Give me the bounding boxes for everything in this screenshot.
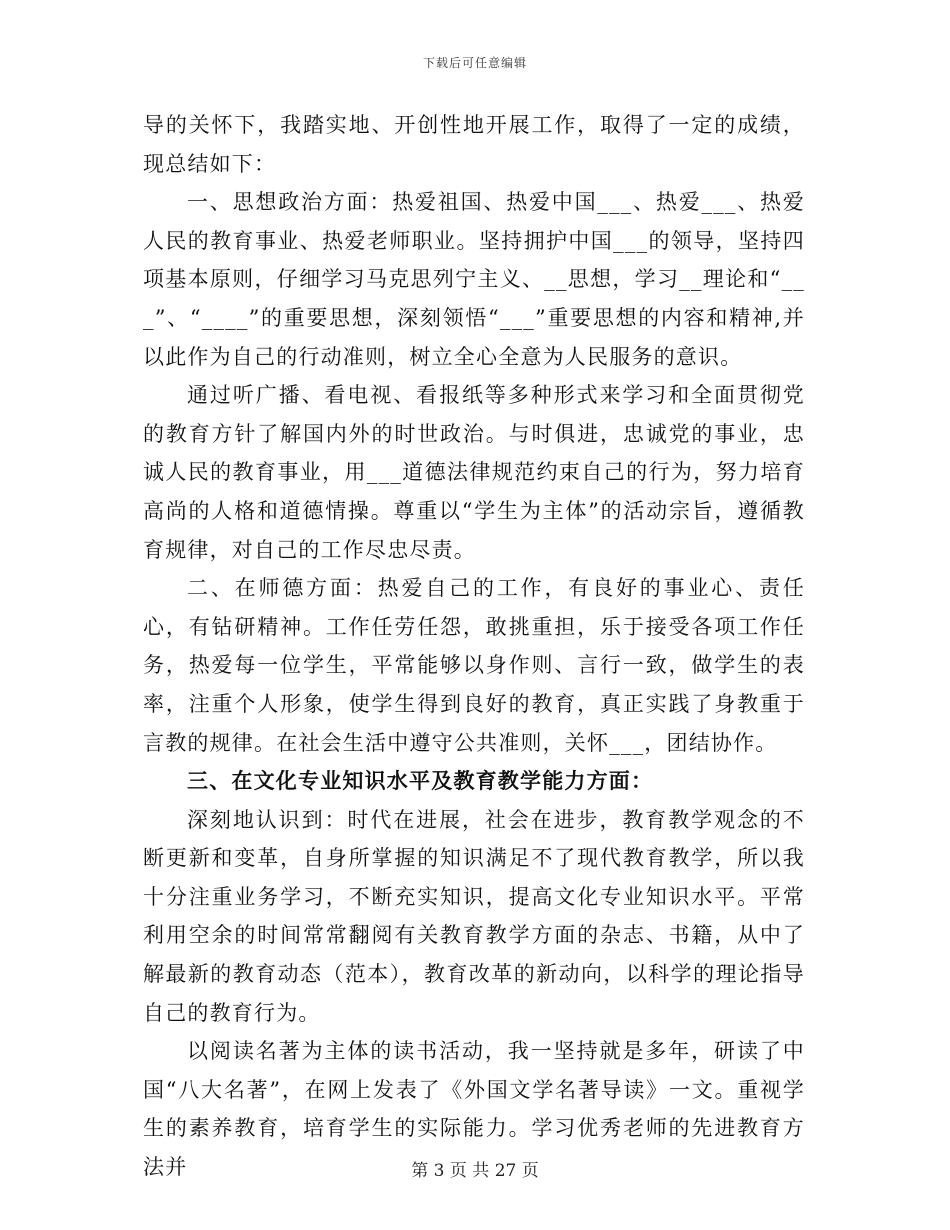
paragraph-study-policy: 通过听广播、看电视、看报纸等多种形式来学习和全面贯彻党的教育方针了解国内外的时世政治。与时俱进，忠诚党的事业，忠诚人民的教育事业，用___道德法律规范约束自己的行为，努力培育高尚的人格和道德情操。尊重以“学生为主体”的活动宗旨，遵循教育规律，对自己的工作尽忠尽责。 bbox=[143, 383, 805, 562]
paragraph-professional-knowledge: 深刻地认识到：时代在进展，社会在进步，教育教学观念的不断更新和变革，自身所掌握的知识满足不了现代教育教学，所以我十分注重业务学习，不断充实知识，提高文化专业知识水平。平常利用空余的时间常常翻阅有关教育教学方面的杂志、书籍，从中了解最新的教育动态（范本），教育改革的新动向，以科学的理论指导自己的教育行为。 bbox=[143, 807, 805, 1025]
document-body bbox=[143, 106, 805, 1187]
paragraph-teacher-ethics: 二、在师德方面：热爱自己的工作，有良好的事业心、责任心，有钻研精神。工作任劳任怨，敢挑重担，乐于接受各项工作任务，热爱每一位学生，平常能够以身作则、言行一致，做学生的表率，注重个人形象，使学生得到良好的教育，真正实践了身教重于言教的规律。在社会生活中遵守公共准则，关怀___，团结协作。 bbox=[143, 576, 805, 755]
page-number: 第 3 页 共 27 页 bbox=[411, 1161, 539, 1181]
paragraph-reading-activity: 以阅读名著为主体的读书活动，我一坚持就是多年，研读了中国“八大名著”，在网上发表了《外国文学名著导读》一文。重视学生的素养教育，培育学生的实际能力。学习优秀老师的先进教育方法并 bbox=[143, 1039, 805, 1180]
paragraph-ideology: 一、思想政治方面：热爱祖国、热爱中国___、热爱___、热爱人民的教育事业、热爱老师职业。坚持拥护中国___的领导，坚持四项基本原则，仔细学习马克思列宁主义、__思想，学习__理论和“___”、“____”的重要思想，深刻领悟“___”重要思想的内容和精神,并以此作为自己的行动准则，树立全心全意为人民服务的意识。 bbox=[143, 190, 805, 369]
page-header: 下载后可任意编辑 bbox=[422, 56, 527, 70]
section-heading-professional: 三、在文化专业知识水平及教育教学能力方面： bbox=[187, 768, 654, 794]
paragraph-intro: 导的关怀下，我踏实地、开创性地开展工作，取得了一定的成绩，现总结如下： bbox=[143, 113, 805, 176]
